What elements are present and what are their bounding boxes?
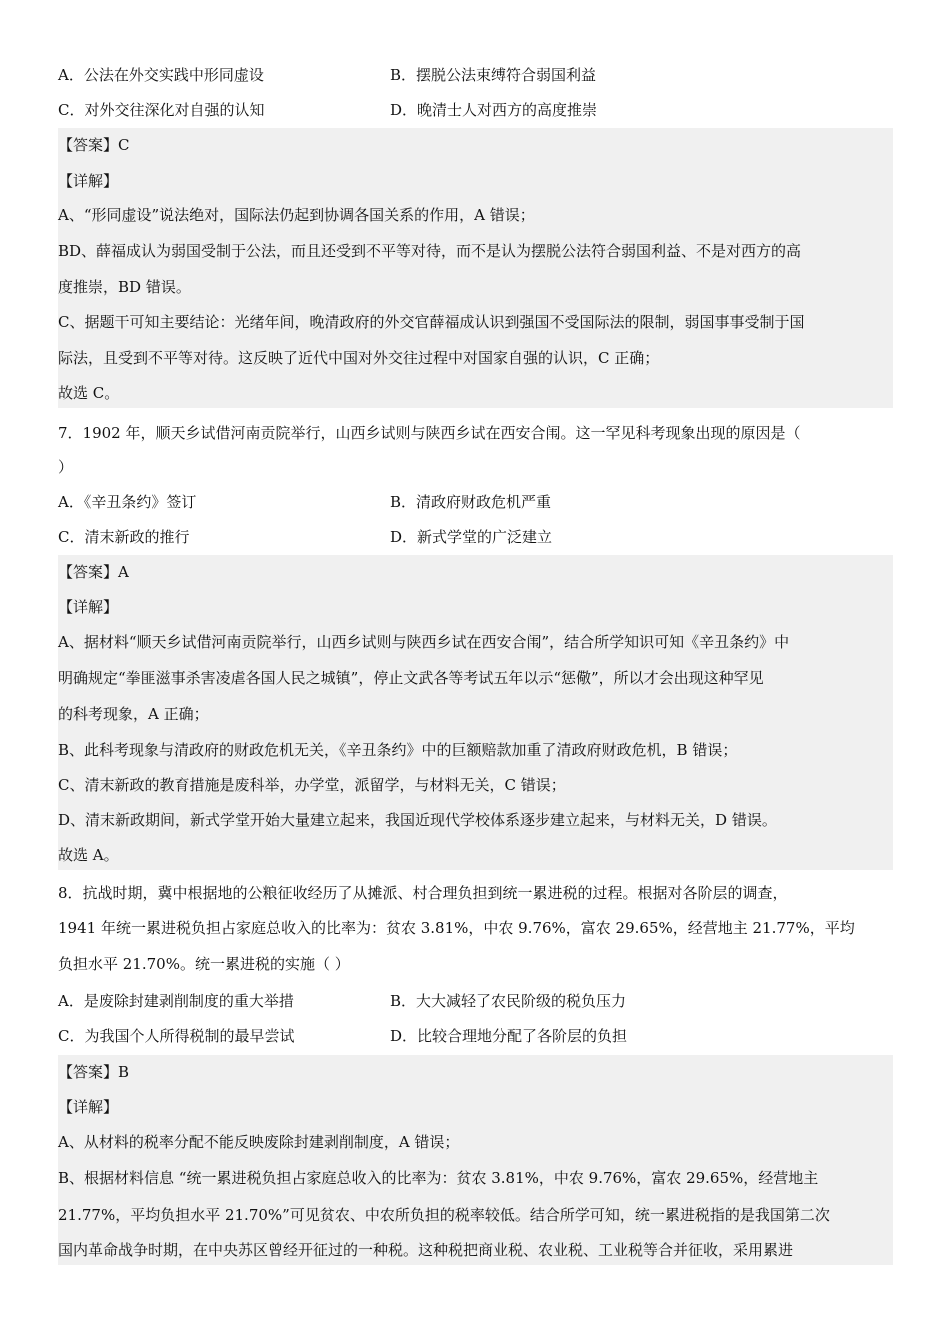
q8-stem-line: 1941 年统一累进税负担占家庭总收入的比率为：贫农 3.81%，中农 9.76%，富农 29.65%，经营地主 21.77%，平均 bbox=[58, 919, 855, 937]
q6-detail-line: 故选 C。 bbox=[58, 384, 120, 402]
q6-option-d: D．晚清士人对西方的高度推崇 bbox=[390, 101, 598, 119]
q7-detail-line: A、据材料“顺天乡试借河南贡院举行，山西乡试则与陕西乡试在西安合闱”，结合所学知识可知《辛丑条约》中 bbox=[58, 633, 790, 651]
q7-option-c: C．清末新政的推行 bbox=[58, 528, 190, 546]
q7-option-b: B．清政府财政危机严重 bbox=[390, 493, 552, 511]
q6-option-c: C．对外交往深化对自强的认知 bbox=[58, 101, 265, 119]
q7-detail-line: B、此科考现象与清政府的财政危机无关，《辛丑条约》中的巨额赔款加重了清政府财政危机，B 错误； bbox=[58, 741, 738, 759]
q8-option-d: D．比较合理地分配了各阶层的负担 bbox=[390, 1027, 628, 1045]
q8-answer-block bbox=[58, 1055, 893, 1265]
q8-option-c: C．为我国个人所得税制的最早尝试 bbox=[58, 1027, 295, 1045]
q8-option-a: A．是废除封建剥削制度的重大举措 bbox=[58, 992, 294, 1010]
q7-stem-line: 7．1902 年，顺天乡试借河南贡院举行，山西乡试则与陕西乡试在西安合闱。这一罕见科考现象出现的原因是（ bbox=[58, 424, 801, 442]
q8-stem-line: 8．抗战时期，冀中根据地的公粮征收经历了从摊派、村合理负担到统一累进税的过程。根据对各阶层的调查， bbox=[58, 884, 788, 902]
q7-detail-line: C、清末新政的教育措施是废科举，办学堂，派留学，与材料无关，C 错误； bbox=[58, 776, 566, 794]
q8-stem-line: 负担水平 21.70%。统一累进税的实施（ ） bbox=[58, 955, 350, 973]
q6-answer: 【答案】C bbox=[58, 136, 130, 154]
q8-detail-line: 21.77%，平均负担水平 21.70%”可见贫农、中农所负担的税率较低。结合所学可知，统一累进税指的是我国第二次 bbox=[58, 1206, 830, 1224]
q6-option-a: A．公法在外交实践中形同虚设 bbox=[58, 66, 264, 84]
q6-detail-line: BD、薛福成认为弱国受制于公法，而且还受到不平等对待，而不是认为摆脱公法符合弱国利益、不是对西方的高 bbox=[58, 242, 802, 260]
q7-detail-line: 的科考现象，A 正确； bbox=[58, 705, 209, 723]
q8-detail-line: A、从材料的税率分配不能反映废除封建剥削制度，A 错误； bbox=[58, 1133, 460, 1151]
q7-stem-line: ） bbox=[58, 458, 74, 476]
q7-answer: 【答案】A bbox=[58, 563, 129, 581]
q8-detail-line: B、根据材料信息 “统一累进税负担占家庭总收入的比率为：贫农 3.81%，中农 9.76%，富农 29.65%，经营地主 bbox=[58, 1169, 819, 1187]
q8-option-b: B．大大减轻了农民阶级的税负压力 bbox=[390, 992, 627, 1010]
q6-detail-label: 【详解】 bbox=[58, 172, 119, 190]
q7-detail-line: 故选 A。 bbox=[58, 846, 119, 864]
q7-detail-label: 【详解】 bbox=[58, 598, 119, 616]
q6-detail-line: 际法，且受到不平等对待。这反映了近代中国对外交往过程中对国家自强的认识，C 正确； bbox=[58, 349, 660, 367]
q8-detail-line: 国内革命战争时期，在中央苏区曾经开征过的一种税。这种税把商业税、农业税、工业税等合并征收，采用累进 bbox=[58, 1241, 794, 1259]
q7-option-d: D．新式学堂的广泛建立 bbox=[390, 528, 553, 546]
q7-detail-line: D、清末新政期间，新式学堂开始大量建立起来，我国近现代学校体系逐步建立起来，与材料无关，D 错误。 bbox=[58, 811, 777, 829]
q6-detail-line: A、“形同虚设”说法绝对，国际法仍起到协调各国关系的作用，A 错误； bbox=[58, 206, 535, 224]
q7-option-a: A．《辛丑条约》签订 bbox=[58, 493, 197, 511]
q6-detail-line: C、据题干可知主要结论：光绪年间，晚清政府的外交官薛福成认识到强国不受国际法的限制，弱国事事受制于国 bbox=[58, 313, 805, 331]
q6-detail-line: 度推崇，BD 错误。 bbox=[58, 278, 191, 296]
q8-detail-label: 【详解】 bbox=[58, 1098, 119, 1116]
q7-detail-line: 明确规定“拳匪滋事杀害凌虐各国人民之城镇”，停止文武各等考试五年以示“惩儆”，所以才会出现这种罕见 bbox=[58, 669, 764, 687]
q6-option-b: B．摆脱公法束缚符合弱国利益 bbox=[390, 66, 597, 84]
q8-answer: 【答案】B bbox=[58, 1063, 130, 1081]
